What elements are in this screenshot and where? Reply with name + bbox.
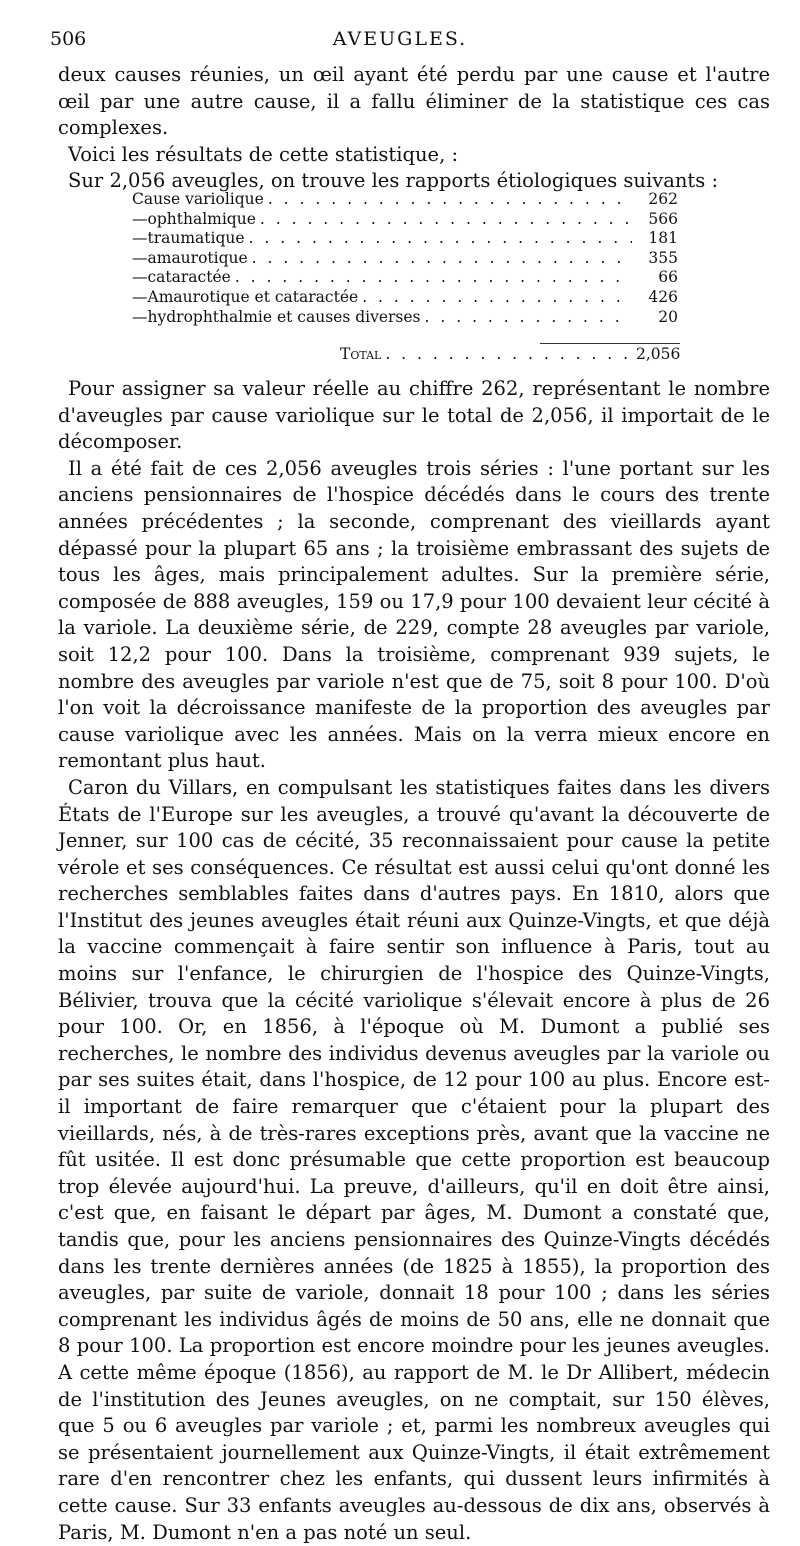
- table-total-row: [340, 345, 681, 363]
- table-row: [132, 229, 678, 249]
- row-value: 566: [648, 209, 678, 228]
- etiology-table: [132, 190, 678, 327]
- row-value: 66: [658, 268, 678, 287]
- table-row: [132, 288, 678, 308]
- dot-leader: [385, 345, 632, 363]
- row-label: Amaurotique et cataractée: [147, 287, 359, 306]
- dot-leader: [260, 210, 632, 230]
- paragraph: Il a été fait de ces 2,056 aveugles trois séries : l'une portant sur les anciens pensionnaires de l'hospice décédés dans le cours des trente années précédentes ; la seconde, comprenant des vieillards ayant dépassé pour la plupart 65 ans ; la troisième embrassant des sujets de tous les âges, mais principalement adultes. Sur la première série, composée de 888 aveugles, 159 ou 17,9 pour 100 devaient leur cécité à la variole. La deuxième série, de 229, compte 28 aveugles par variole, soit 12,2 pour 100. Dans la troisième, comprenant 939 sujets, le nombre des aveugles par variole n'est que de 75, soit 8 pour 100. D'où l'on voit la décroissance manifeste de la proportion des aveugles par cause variolique avec les années. Mais on la verra mieux encore en remontant plus haut.: [58, 456, 770, 773]
- row-value: 355: [648, 248, 678, 267]
- ditto-dash: —: [132, 268, 148, 287]
- table-row: [132, 249, 678, 269]
- dot-leader: [268, 190, 632, 210]
- paragraph: Sur 2,056 aveugles, on trouve les rapports étiologiques suivants :: [68, 169, 719, 193]
- row-label: hydrophthalmie et causes diverses: [147, 307, 421, 326]
- total-label: Total: [340, 345, 382, 363]
- table-row: [132, 308, 678, 328]
- row-value: 181: [648, 229, 678, 248]
- dot-leader: [252, 249, 632, 269]
- paragraph: Voici les résultats de cette statistique, :: [68, 142, 459, 166]
- row-value: 426: [648, 287, 678, 306]
- row-label: Cause variolique: [132, 190, 264, 208]
- row-label: traumatique: [147, 229, 245, 248]
- row-label: ophthalmique: [147, 209, 256, 228]
- row-label: cataractée: [147, 268, 231, 287]
- table-row: [132, 268, 678, 288]
- paragraph: Pour assigner sa valeur réelle au chiffre 262, représentant le nombre d'aveugles par cause variolique sur le total de 2,056, il importait de le décomposer.: [58, 377, 770, 454]
- row-value: 20: [658, 307, 678, 326]
- ditto-dash: —: [132, 307, 148, 326]
- ditto-dash: —: [132, 229, 148, 248]
- total-value: 2,056: [636, 345, 681, 363]
- row-value: 262: [648, 190, 678, 208]
- dot-leader: [425, 308, 632, 328]
- page-number: 506: [50, 28, 87, 50]
- ditto-dash: —: [132, 209, 148, 228]
- dot-leader: [249, 229, 632, 249]
- row-label: amaurotique: [147, 248, 248, 267]
- dot-leader: [362, 288, 632, 308]
- dot-leader: [235, 268, 632, 288]
- total-rule: [540, 343, 680, 344]
- paragraph: Caron du Villars, en compulsant les statistiques faites dans les divers États de l'Europe sur les aveugles, a trouvé qu'avant la découverte de Jenner, sur 100 cas de cécité, 35 reconnaissaient pour cause la petite vérole et ses conséquences. Ce résultat est aussi celui qu'ont donné les recherches semblables faites dans d'autres pays. En 1810, alors que l'Institut des jeunes aveugles était réuni aux Quinze-Vingts, et que déjà la vaccine commençait à faire sentir son influence à Paris, tout au moins sur l'enfance, le chirurgien de l'hospice des Quinze-Vingts, Bélivier, trouva que la cécité variolique s'élevait encore à plus de 26 pour 100. Or, en 1856, à l'époque où M. Dumont a publié ses recherches, le nombre des individus devenus aveugles par la variole ou par ses suites était, dans l'hospice, de 12 pour 100 au plus. Encore est-il important de faire remarquer que c'étaient pour la plupart des vieillards, nés, à de très-rares exceptions près, avant que la vaccine ne fût usitée. Il est donc présumable que cette proportion est beaucoup trop élevée aujourd'hui. La preuve, d'ailleurs, qu'il en doit être ainsi, c'est que, en faisant le départ par âges, M. Dumont a constaté que, tandis que, pour les anciens pensionnaires des Quinze-Vingts décédés dans les trente dernières années (de 1825 à 1855), la proportion des aveugles, par suite de variole, donnait 18 pour 100 ; dans les séries comprenant les individus âgés de moins de 50 ans, elle ne donnait que 8 pour 100. La proportion est encore moindre pour les jeunes aveugles. A cette même époque (1856), au rapport de M. le Dr Allibert, médecin de l'institution des Jeunes aveugles, on ne comptait, sur 150 élèves, que 5 ou 6 aveugles par variole ; et, parmi les nombreux aveugles qui se présentaient journellement aux Quinze-Vingts, il était extrêmement rare d'en rencontrer chez les enfants, qui dussent leurs infirmités à cette cause. Sur 33 enfants aveugles au-dessous de dix ans, observés à Paris, M. Dumont n'en a pas noté un seul.: [58, 775, 770, 1544]
- intro-text: [58, 62, 770, 195]
- paragraph: deux causes réunies, un œil ayant été perdu par une cause et l'autre œil par une autre cause, il a fallu éliminer de la statistique ces cas complexes.: [58, 63, 770, 140]
- table-row: [132, 210, 678, 230]
- ditto-dash: —: [132, 287, 148, 306]
- ditto-dash: —: [132, 248, 148, 267]
- main-text: [58, 376, 770, 1546]
- running-title: AVEUGLES.: [332, 28, 468, 50]
- table-row: [132, 190, 678, 210]
- page-header: [0, 28, 800, 54]
